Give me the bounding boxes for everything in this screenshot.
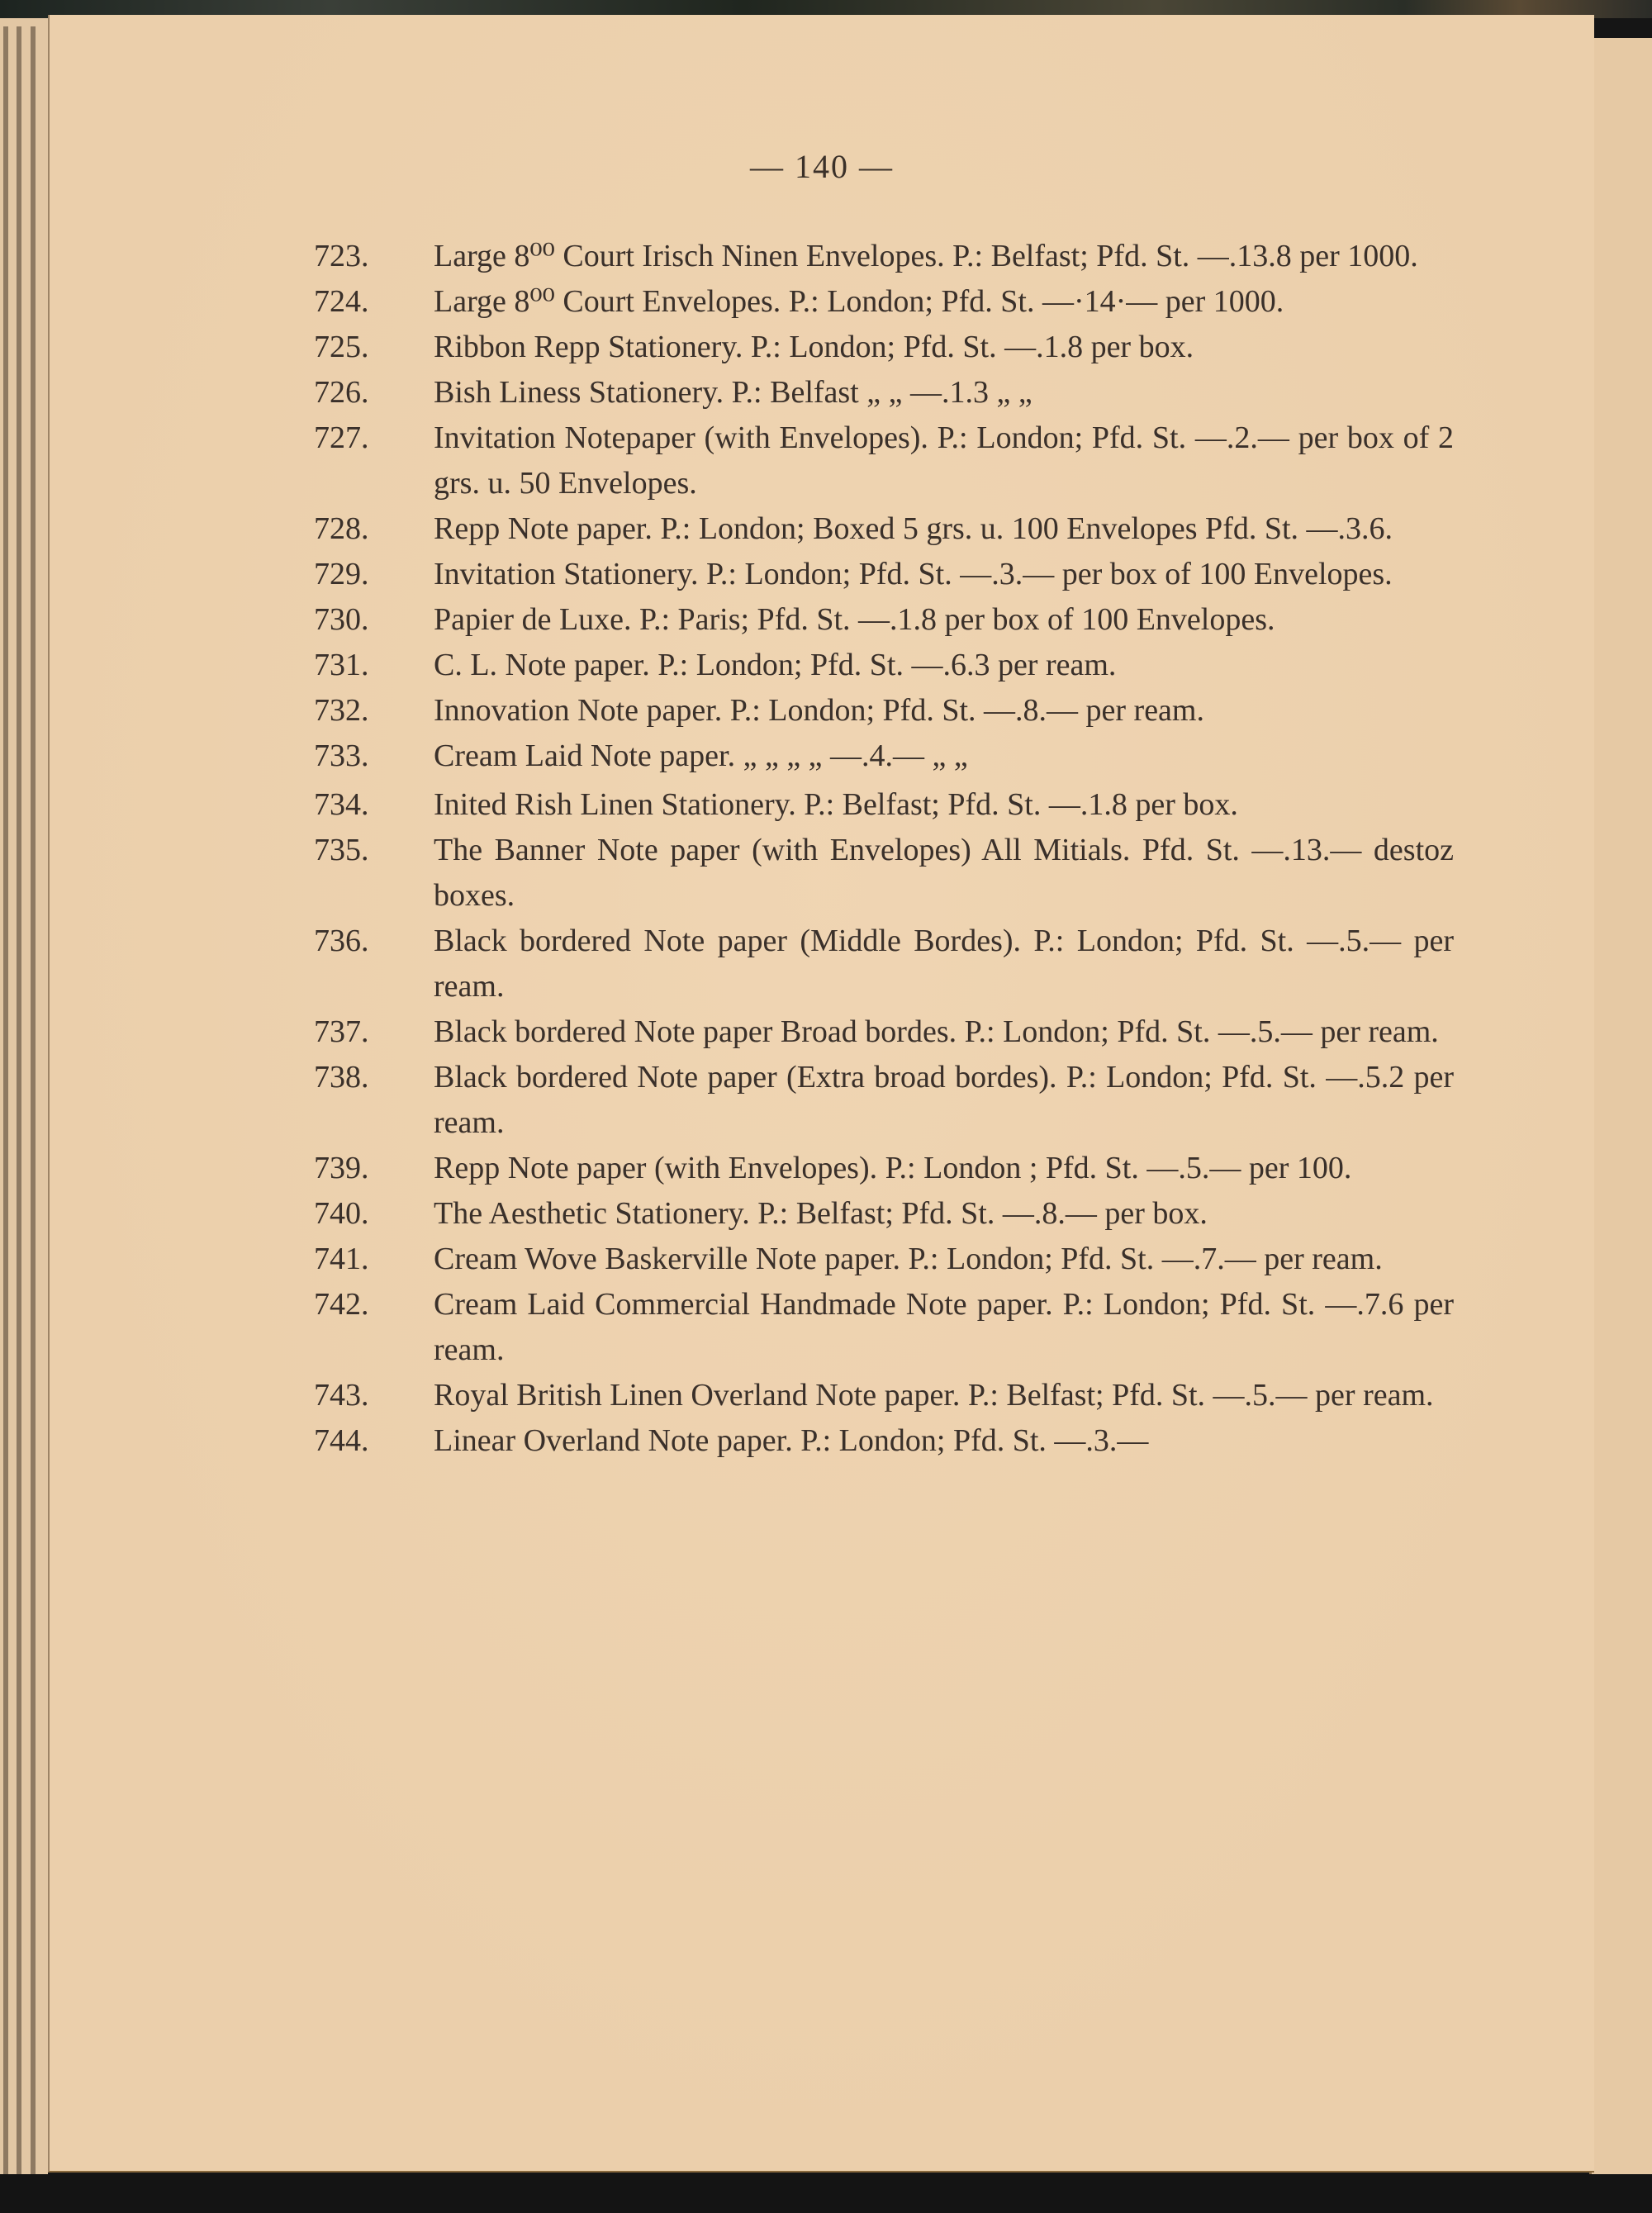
catalog-entry <box>314 828 1454 919</box>
entry-number: 732. <box>314 693 369 728</box>
entry-number: 730. <box>314 602 369 637</box>
entry-number: 738. <box>314 1060 369 1095</box>
entry-text: Inited Rish Linen Stationery. P.: Belfast; Pfd. St. —.1.8 per box. <box>434 787 1238 822</box>
entry-text: Black bordered Note paper (Extra broad bordes). P.: London; Pfd. St. —.5.2 per ream. <box>434 1060 1454 1140</box>
catalog-entry <box>314 370 1454 416</box>
catalog-entry <box>314 279 1454 325</box>
entry-text: Cream Wove Baskerville Note paper. P.: London; Pfd. St. —.7.— per ream. <box>434 1242 1383 1276</box>
entry-text: Cream Laid Note paper. „ „ „ „ —.4.— „ „ <box>434 738 968 773</box>
book-bottom-edge <box>0 2174 1652 2213</box>
entry-text: Large 8⁰⁰ Court Irisch Ninen Envelopes. P.: Belfast; Pfd. St. —.13.8 per 1000. <box>434 239 1418 273</box>
catalog-entry <box>314 688 1454 734</box>
entry-number: 742. <box>314 1287 369 1322</box>
entry-number: 743. <box>314 1378 369 1413</box>
entry-text: Innovation Note paper. P.: London; Pfd. St. —.8.— per ream. <box>434 693 1204 728</box>
catalog-entry <box>314 234 1454 279</box>
page-edge-line <box>17 26 21 2174</box>
entry-number: 731. <box>314 648 369 682</box>
page-number: — 140 — <box>750 148 894 185</box>
entry-number: 741. <box>314 1242 369 1276</box>
entry-number: 734. <box>314 787 369 822</box>
catalog-entry <box>314 552 1454 597</box>
catalog-entry <box>314 782 1454 828</box>
entry-text: Invitation Notepaper (with Envelopes). P.: London; Pfd. St. —.2.— per box of 2 grs. u. 50 Envelopes. <box>434 420 1454 501</box>
entry-number: 737. <box>314 1014 369 1049</box>
catalog-entry <box>314 643 1454 688</box>
catalog-entry <box>314 1373 1454 1418</box>
entry-text: Invitation Stationery. P.: London; Pfd. St. —.3.— per box of 100 Envelopes. <box>434 557 1393 591</box>
entry-text: Bish Liness Stationery. P.: Belfast „ „ —.1.3 „ „ <box>434 375 1032 410</box>
entry-text: Royal British Linen Overland Note paper. P.: Belfast; Pfd. St. —.5.— per ream. <box>434 1378 1434 1413</box>
catalog-entry-list <box>314 234 1454 1464</box>
catalog-entry <box>314 919 1454 1009</box>
catalog-entry <box>314 1055 1454 1146</box>
catalog-entry <box>314 1237 1454 1282</box>
entry-text: Linear Overland Note paper. P.: London; Pfd. St. —.3.— <box>434 1423 1149 1458</box>
entry-number: 744. <box>314 1423 369 1458</box>
entry-number: 728. <box>314 511 369 546</box>
entry-text: Black bordered Note paper (Middle Bordes). P.: London; Pfd. St. —.5.— per ream. <box>434 924 1454 1004</box>
entry-number: 739. <box>314 1151 369 1185</box>
entry-text: Repp Note paper. P.: London; Boxed 5 grs. u. 100 Envelopes Pfd. St. —.3.6. <box>434 511 1393 546</box>
entry-text: Large 8⁰⁰ Court Envelopes. P.: London; Pfd. St. —·14·— per 1000. <box>434 284 1284 319</box>
page-stack-right <box>1589 38 1652 2174</box>
entry-number: 726. <box>314 375 369 410</box>
catalog-entry <box>314 1009 1454 1055</box>
catalog-entry <box>314 1418 1454 1464</box>
entry-text: Cream Laid Commercial Handmade Note paper. P.: London; Pfd. St. —.7.6 per ream. <box>434 1287 1454 1367</box>
entry-text: Black bordered Note paper Broad bordes. P.: London; Pfd. St. —.5.— per ream. <box>434 1014 1439 1049</box>
catalog-entry <box>314 1146 1454 1191</box>
entry-text: The Banner Note paper (with Envelopes) All Mitials. Pfd. St. —.13.— destoz boxes. <box>434 833 1454 913</box>
book-page <box>48 15 1594 2173</box>
entry-number: 724. <box>314 284 369 319</box>
entry-number: 725. <box>314 330 369 364</box>
catalog-entry <box>314 1191 1454 1237</box>
page-edge-line <box>31 26 36 2174</box>
catalog-entry <box>314 1282 1454 1373</box>
catalog-entry <box>314 325 1454 370</box>
catalog-entry <box>314 506 1454 552</box>
catalog-entry <box>314 597 1454 643</box>
entry-text: Papier de Luxe. P.: Paris; Pfd. St. —.1.8 per box of 100 Envelopes. <box>434 602 1275 637</box>
page-stack-left <box>0 18 48 2174</box>
entry-number: 740. <box>314 1196 369 1231</box>
page-edge-line <box>3 26 8 2174</box>
entry-number: 733. <box>314 738 369 773</box>
entry-number: 729. <box>314 557 369 591</box>
entry-number: 727. <box>314 420 369 455</box>
entry-number: 736. <box>314 924 369 958</box>
entry-number: 723. <box>314 239 369 273</box>
entry-text: Ribbon Repp Stationery. P.: London; Pfd. St. —.1.8 per box. <box>434 330 1194 364</box>
catalog-entry <box>314 416 1454 506</box>
catalog-entry <box>314 734 1454 779</box>
entry-text: C. L. Note paper. P.: London; Pfd. St. —.6.3 per ream. <box>434 648 1117 682</box>
entry-number: 735. <box>314 833 369 867</box>
entry-text: The Aesthetic Stationery. P.: Belfast; Pfd. St. —.8.— per box. <box>434 1196 1208 1231</box>
entry-text: Repp Note paper (with Envelopes). P.: London ; Pfd. St. —.5.— per 100. <box>434 1151 1352 1185</box>
